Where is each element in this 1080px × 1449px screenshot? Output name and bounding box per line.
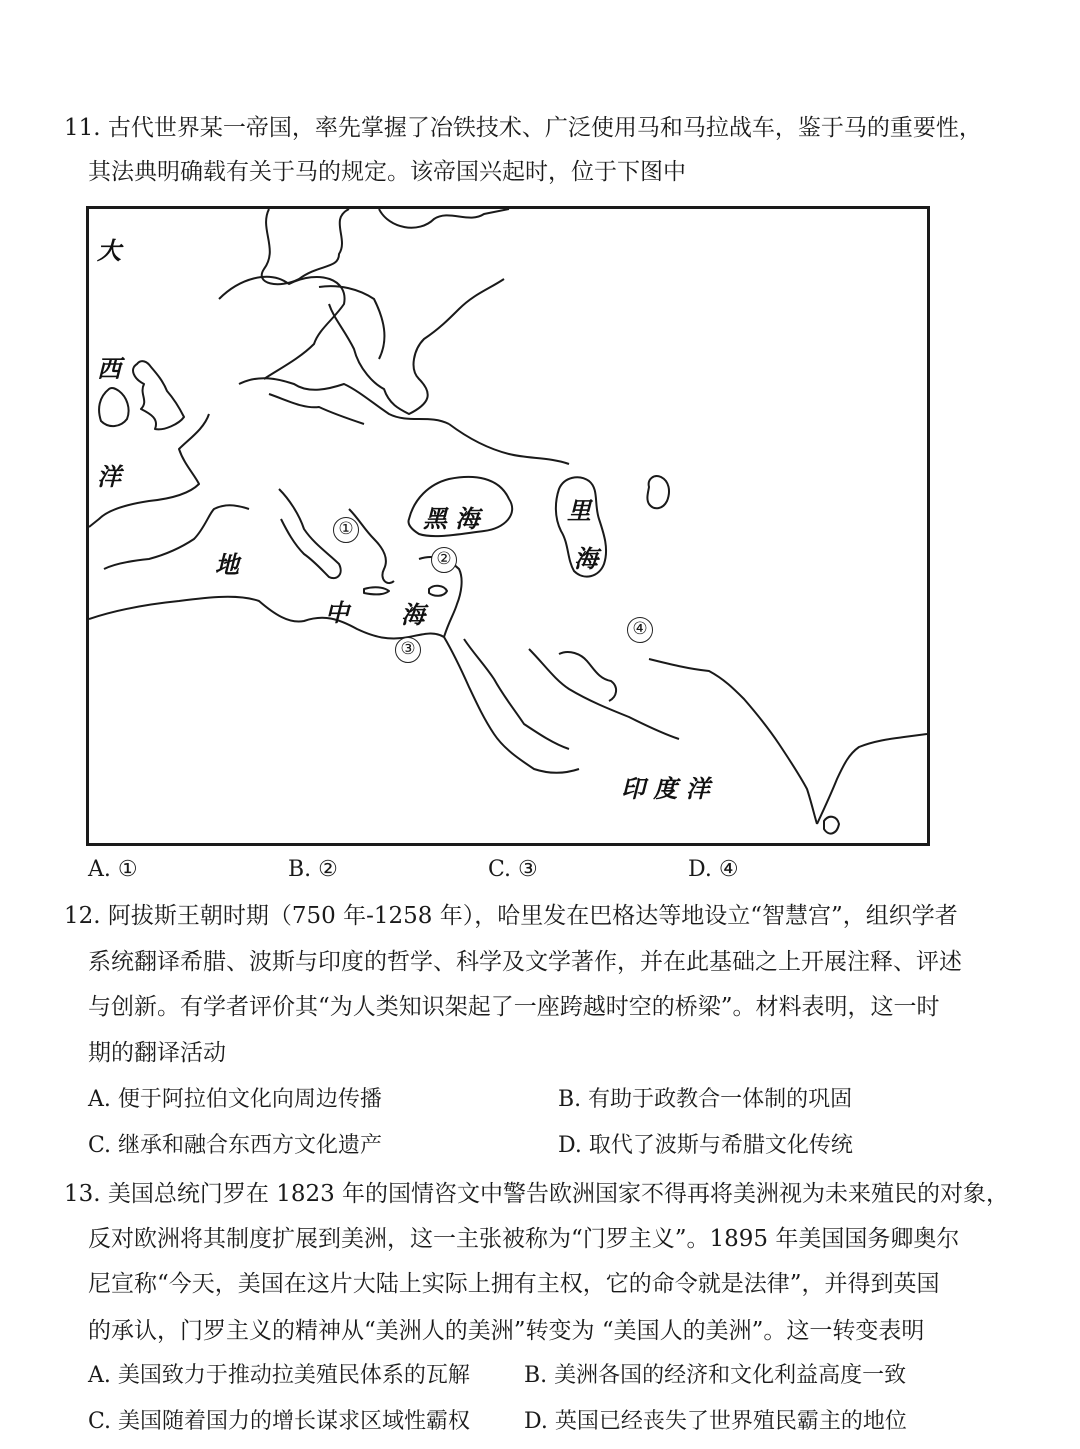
label-med-zhong: 中 — [325, 599, 349, 627]
q11-option-c[interactable]: C. ③ — [488, 857, 538, 882]
map-marker-3: ③ — [395, 637, 421, 663]
map-marker-1: ① — [333, 517, 359, 543]
q11-option-a[interactable]: A. ① — [88, 857, 138, 882]
q13-option-a[interactable]: A. 美国致力于推动拉美殖民体系的瓦解 — [88, 1363, 470, 1388]
label-indian-ocean: 印 度 洋 — [621, 775, 710, 803]
q12-stem-line-3: 与创新。有学者评价其“为人类知识架起了一座跨越时空的桥梁”。材料表明，这一时 — [88, 994, 940, 1020]
q13-option-b[interactable]: B. 美洲各国的经济和文化利益高度一致 — [524, 1363, 907, 1388]
map-coastlines — [89, 209, 927, 843]
q11-option-d[interactable]: D. ④ — [688, 857, 739, 882]
label-atlantic-da: 大 — [97, 237, 121, 265]
q12-stem-line-1: 12. 阿拔斯王朝时期（750 年-1258 年），哈里发在巴格达等地设立“智慧宫”，组织学者 — [64, 903, 958, 929]
label-atlantic-xi: 西 — [97, 355, 121, 383]
map-marker-2: ② — [431, 547, 457, 573]
q12-option-b[interactable]: B. 有助于政教合一体制的巩固 — [558, 1087, 853, 1112]
label-caspian-hai: 海 — [574, 545, 598, 573]
map-marker-4: ④ — [627, 617, 653, 643]
label-med-hai: 海 — [401, 601, 425, 629]
q12-stem-line-4: 期的翻译活动 — [88, 1040, 226, 1066]
q13-option-c[interactable]: C. 美国随着国力的增长谋求区域性霸权 — [88, 1409, 471, 1434]
q11-option-b[interactable]: B. ② — [288, 857, 338, 882]
q11-map — [86, 206, 930, 846]
q12-stem-line-2: 系统翻译希腊、波斯与印度的哲学、科学及文学著作，并在此基础之上开展注释、评述 — [88, 949, 962, 975]
q13-stem-line-4: 的承认，门罗主义的精神从“美洲人的美洲”转变为 “美国人的美洲”。这一转变表明 — [88, 1318, 925, 1344]
label-black-sea: 黑 海 — [423, 505, 480, 533]
q11-stem-line-2: 其法典明确载有关于马的规定。该帝国兴起时，位于下图中 — [88, 159, 686, 185]
label-med-di: 地 — [215, 551, 239, 579]
q12-option-d[interactable]: D. 取代了波斯与希腊文化传统 — [558, 1133, 853, 1158]
q13-stem-line-3: 尼宣称“今天，美国在这片大陆上实际上拥有主权，它的命令就是法律”，并得到英国 — [88, 1271, 940, 1297]
q12-option-a[interactable]: A. 便于阿拉伯文化向周边传播 — [88, 1087, 382, 1112]
q13-stem-line-2: 反对欧洲将其制度扩展到美洲，这一主张被称为“门罗主义”。1895 年美国国务卿奥尔 — [88, 1226, 960, 1252]
label-atlantic-yang: 洋 — [97, 463, 121, 491]
q13-option-d[interactable]: D. 英国已经丧失了世界殖民霸主的地位 — [524, 1409, 907, 1434]
q12-option-c[interactable]: C. 继承和融合东西方文化遗产 — [88, 1133, 383, 1158]
q13-stem-line-1: 13. 美国总统门罗在 1823 年的国情咨文中警告欧洲国家不得再将美洲视为未来殖民的对象， — [64, 1181, 1010, 1207]
label-caspian-li: 里 — [567, 497, 591, 525]
q11-stem-line-1: 11. 古代世界某一帝国，率先掌握了冶铁技术、广泛使用马和马拉战车，鉴于马的重要性， — [64, 115, 982, 141]
